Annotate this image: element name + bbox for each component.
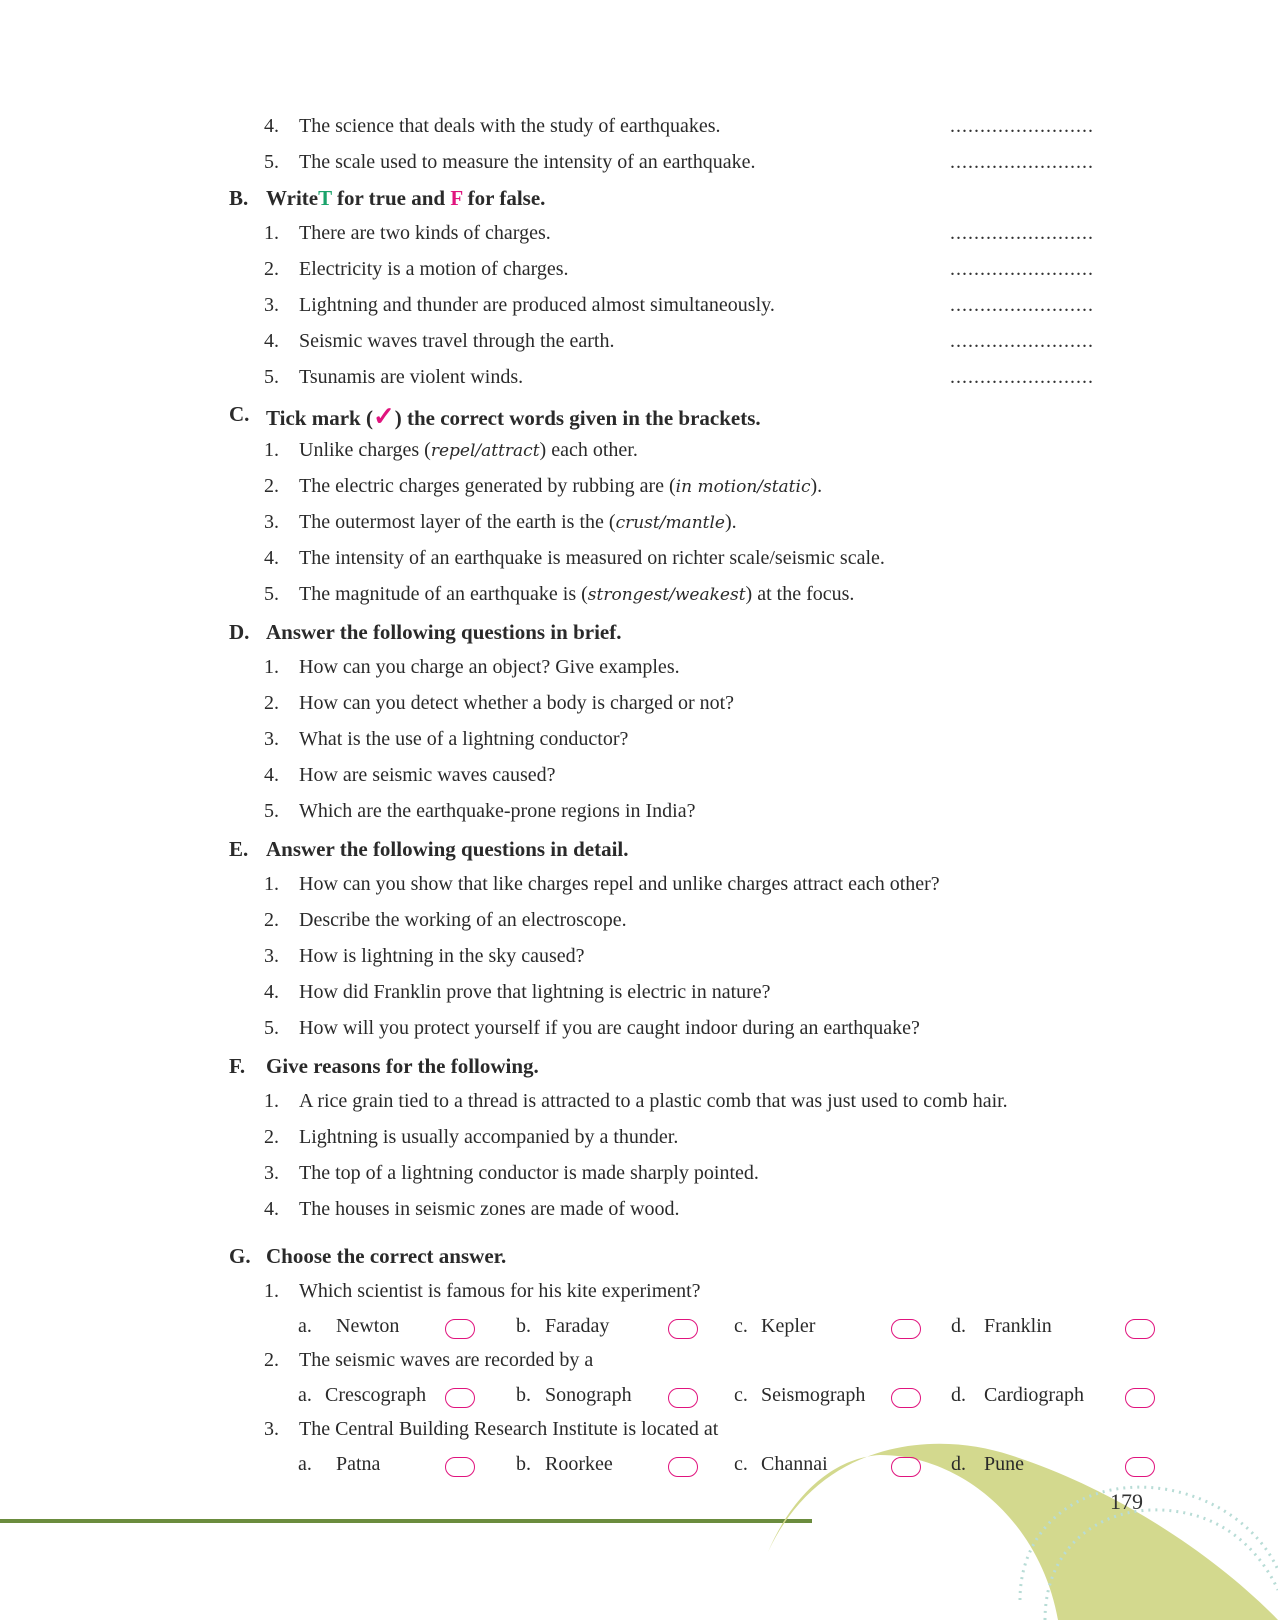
question-text: Seismic waves travel through the earth. — [299, 330, 615, 352]
answer-blank[interactable]: ........................ — [950, 115, 1094, 137]
text-part: ) each other. — [539, 439, 638, 461]
option-text: Crescograph — [325, 1384, 427, 1406]
answer-blank[interactable]: ........................ — [950, 330, 1094, 352]
question-text: Describe the working of an electroscope. — [299, 909, 627, 931]
option-text: Channai — [761, 1453, 828, 1475]
text-part: The magnitude of an earthquake is ( — [299, 583, 588, 605]
question-number: 3. — [264, 511, 279, 533]
question-text: The scale used to measure the intensity of an earthquake. — [299, 151, 756, 173]
true-letter: T — [318, 186, 332, 210]
option-text: Franklin — [984, 1315, 1052, 1337]
option-label: a. — [298, 1453, 312, 1475]
question-number: 3. — [264, 1418, 279, 1440]
section-title — [266, 186, 545, 211]
word-choices[interactable]: in motion/static — [675, 477, 811, 497]
answer-oval-c[interactable] — [891, 1319, 921, 1339]
question-number: 2. — [264, 1126, 279, 1148]
question-number: 4. — [264, 330, 279, 352]
question-text: The Central Building Research Institute is located at — [299, 1418, 719, 1440]
question-text: What is the use of a lightning conductor? — [299, 728, 629, 750]
question-number: 5. — [264, 1017, 279, 1039]
option-text: Roorkee — [545, 1453, 613, 1475]
option-label: c. — [734, 1453, 748, 1475]
title-part: for true and — [331, 186, 451, 210]
text-part: Unlike charges ( — [299, 439, 431, 461]
section-letter: F. — [229, 1054, 246, 1078]
answer-oval-a[interactable] — [445, 1388, 475, 1408]
page-number: 179 — [1110, 1489, 1143, 1514]
option-label: a. — [298, 1315, 312, 1337]
question-text: The houses in seismic zones are made of wood. — [299, 1198, 680, 1220]
question-number: 1. — [264, 1090, 279, 1112]
answer-blank[interactable]: ........................ — [950, 294, 1094, 316]
question-number: 2. — [264, 909, 279, 931]
answer-oval-c[interactable] — [891, 1388, 921, 1408]
question-number: 2. — [264, 475, 279, 497]
title-part: for false. — [462, 186, 546, 210]
question-text — [299, 439, 638, 462]
question-number: 4. — [264, 981, 279, 1003]
question-text: How did Franklin prove that lightning is electric in nature? — [299, 981, 771, 1003]
section-letter: B. — [229, 186, 249, 210]
question-number: 3. — [264, 1162, 279, 1184]
text-part: ). — [724, 511, 737, 533]
text-part: The electric charges generated by rubbing are ( — [299, 475, 676, 497]
answer-blank[interactable]: ........................ — [950, 258, 1094, 280]
question-text: The top of a lightning conductor is made sharply pointed. — [299, 1162, 759, 1184]
answer-oval-d[interactable] — [1125, 1457, 1155, 1477]
question-text: Lightning and thunder are produced almost simultaneously. — [299, 294, 775, 316]
title-part: Write — [266, 186, 319, 210]
section-letter: D. — [229, 620, 250, 644]
section-letter: E. — [229, 837, 249, 861]
section-letter: C. — [229, 402, 250, 426]
question-text — [299, 475, 822, 498]
option-label: c. — [734, 1384, 748, 1406]
question-text: Lightning is usually accompanied by a thunder. — [299, 1126, 679, 1148]
section-title: Answer the following questions in detail. — [266, 837, 629, 861]
option-text: Pune — [984, 1453, 1024, 1475]
word-choices[interactable]: crust/mantle — [615, 513, 725, 533]
question-text: How can you charge an object? Give examples. — [299, 656, 680, 678]
text-part: ). — [810, 475, 823, 497]
question-text: There are two kinds of charges. — [299, 222, 551, 244]
question-text — [299, 583, 854, 606]
section-title: Give reasons for the following. — [266, 1054, 539, 1078]
option-label: d. — [951, 1315, 966, 1337]
question-text: How can you detect whether a body is charged or not? — [299, 692, 735, 714]
option-label: b. — [516, 1453, 531, 1475]
option-text: Sonograph — [545, 1384, 632, 1406]
question-number: 2. — [264, 692, 279, 714]
option-label: d. — [951, 1453, 966, 1475]
question-text: Which are the earthquake-prone regions in India? — [299, 800, 696, 822]
answer-blank[interactable]: ........................ — [950, 151, 1094, 173]
question-text: How is lightning in the sky caused? — [299, 945, 585, 967]
section-title: Choose the correct answer. — [266, 1244, 507, 1268]
question-number: 2. — [264, 1349, 279, 1371]
question-number: 3. — [264, 294, 279, 316]
question-text: The science that deals with the study of earthquakes. — [299, 115, 721, 137]
question-number: 1. — [264, 222, 279, 244]
question-number: 3. — [264, 728, 279, 750]
question-text: A rice grain tied to a thread is attracted to a plastic comb that was just used to comb hair. — [299, 1090, 1008, 1112]
answer-oval-a[interactable] — [445, 1319, 475, 1339]
question-text: How are seismic waves caused? — [299, 764, 556, 786]
option-label: b. — [516, 1384, 531, 1406]
question-text: Which scientist is famous for his kite experiment? — [299, 1280, 701, 1302]
question-number: 5. — [264, 366, 279, 388]
question-number: 2. — [264, 258, 279, 280]
word-choices[interactable]: strongest/weakest — [587, 585, 746, 605]
question-number: 3. — [264, 945, 279, 967]
answer-oval-b[interactable] — [668, 1388, 698, 1408]
false-letter: F — [450, 186, 463, 210]
answer-blank[interactable]: ........................ — [950, 222, 1094, 244]
question-text: The seismic waves are recorded by a — [299, 1349, 594, 1371]
answer-oval-b[interactable] — [668, 1319, 698, 1339]
text-part: ) at the focus. — [745, 583, 855, 605]
option-label: c. — [734, 1315, 748, 1337]
section-title — [266, 402, 761, 432]
question-number: 1. — [264, 1280, 279, 1302]
question-text — [299, 511, 737, 534]
option-text: Patna — [336, 1453, 381, 1475]
answer-oval-a[interactable] — [445, 1457, 475, 1477]
text-part: The outermost layer of the earth is the ( — [299, 511, 616, 533]
tick-icon: ✓ — [372, 402, 395, 431]
answer-oval-d[interactable] — [1125, 1319, 1155, 1339]
answer-oval-c[interactable] — [891, 1457, 921, 1477]
question-text: How can you show that like charges repel and unlike charges attract each other? — [299, 873, 940, 895]
question-number: 4. — [264, 1198, 279, 1220]
section-title: Answer the following questions in brief. — [266, 620, 622, 644]
question-text: The intensity of an earthquake is measured on richter scale/seismic scale. — [299, 547, 885, 569]
question-number: 4. — [264, 115, 279, 137]
answer-blank[interactable]: ........................ — [950, 366, 1094, 388]
option-label: d. — [951, 1384, 966, 1406]
question-text: Electricity is a motion of charges. — [299, 258, 569, 280]
answer-oval-d[interactable] — [1125, 1388, 1155, 1408]
option-text: Seismograph — [761, 1384, 866, 1406]
answer-oval-b[interactable] — [668, 1457, 698, 1477]
option-label: b. — [516, 1315, 531, 1337]
question-number: 1. — [264, 439, 279, 461]
option-text: Newton — [336, 1315, 400, 1337]
word-choices[interactable]: repel/attract — [430, 441, 540, 461]
option-text: Cardiograph — [984, 1384, 1084, 1406]
question-text: Tsunamis are violent winds. — [299, 366, 524, 388]
question-number: 5. — [264, 151, 279, 173]
title-part: ) the correct words given in the brackets. — [394, 406, 761, 430]
option-text: Kepler — [761, 1315, 816, 1337]
option-label: a. — [298, 1384, 312, 1406]
question-number: 1. — [264, 656, 279, 678]
question-number: 1. — [264, 873, 279, 895]
title-part: Tick mark ( — [266, 406, 373, 430]
question-number: 5. — [264, 583, 279, 605]
question-number: 5. — [264, 800, 279, 822]
question-number: 4. — [264, 764, 279, 786]
section-letter: G. — [229, 1244, 251, 1268]
question-number: 4. — [264, 547, 279, 569]
question-text: How will you protect yourself if you are caught indoor during an earthquake? — [299, 1017, 920, 1039]
option-text: Faraday — [545, 1315, 610, 1337]
